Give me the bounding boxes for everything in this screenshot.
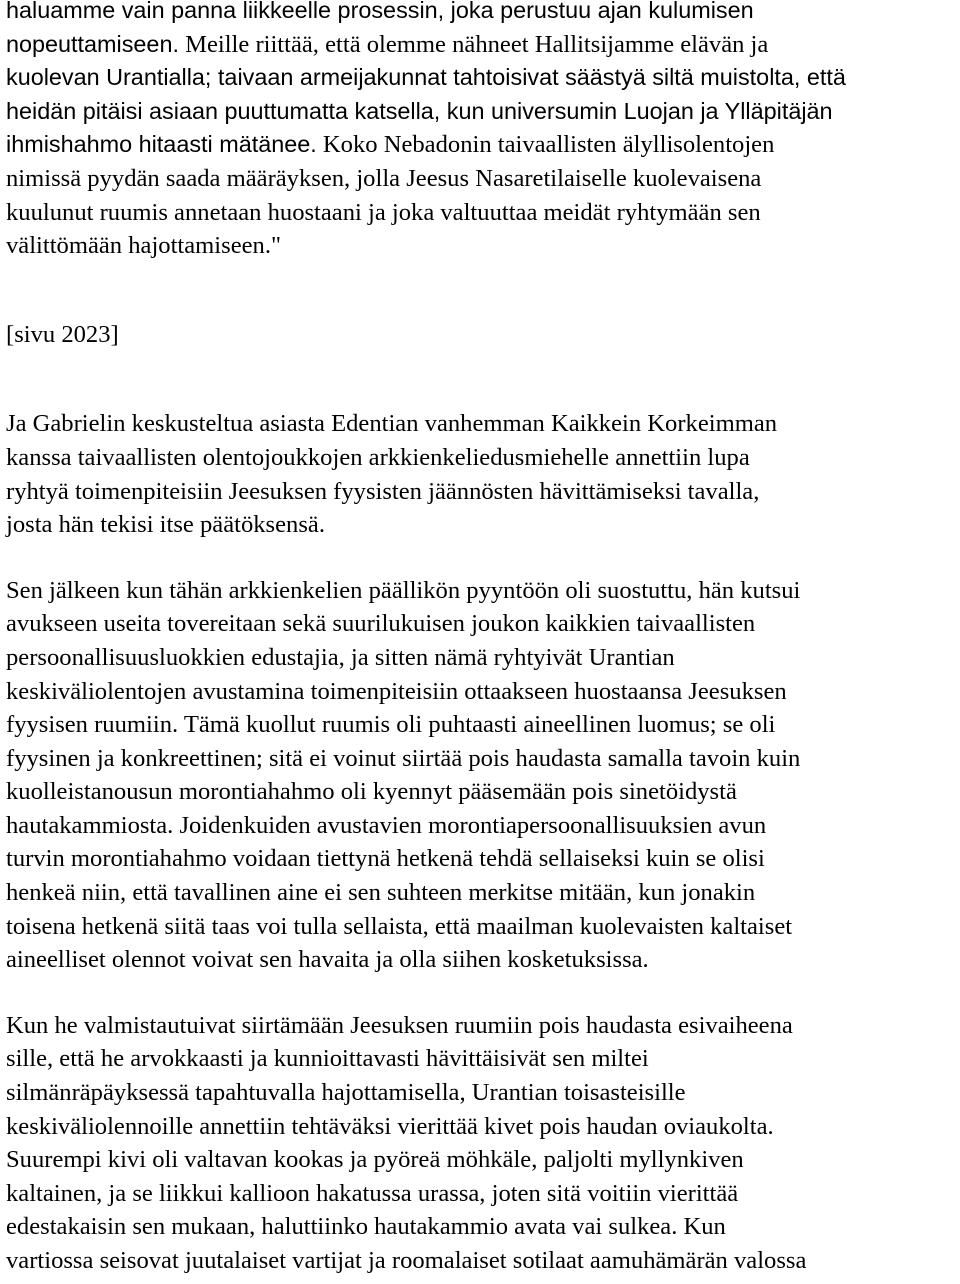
paragraph-spacer — [6, 351, 956, 407]
text-line: nimissä pyydän saada määräyksen, jolla Jeesus Nasaretilaiselle kuolevaisena — [6, 164, 762, 192]
paragraph-spacer — [6, 263, 956, 318]
text-line: turvin morontiahahmo voidaan tiettynä hetkenä tehdä sellaiseksi kuin se olisi — [6, 845, 765, 873]
paragraph — [6, 407, 956, 541]
page-number-marker: [sivu 2023] — [6, 320, 119, 348]
text-line: henkeä niin, että tavallinen aine ei sen suhteen merkitse mitään, kun jonakin — [6, 879, 756, 907]
text-line: kuolevan Urantialla; taivaan armeijakunnat tahtoisivat säästyä siltä muistolta, että — [6, 64, 846, 91]
paragraph-spacer — [6, 977, 956, 1009]
text-line: fyysinen ja konkreettinen; sitä ei voinut siirtää pois haudasta samalla tavoin kuin — [6, 744, 801, 772]
text-line: välittömään hajottamiseen." — [6, 232, 282, 260]
text-line: kaltainen, ja se liikkui kallioon hakatussa urassa, joten sitä voitiin vierittää — [6, 1179, 739, 1207]
text-line: kuulunut ruumis annetaan huostaani ja joka valtuuttaa meidät ryhtymään sen — [6, 198, 761, 226]
text-line — [6, 28, 956, 62]
text-line: josta hän tekisi itse päätöksensä. — [6, 511, 325, 539]
text-line: keskiväliolennoille annettiin tehtäväksi vierittää kivet pois haudan oviaukolta. — [6, 1112, 774, 1140]
text-line: Sen jälkeen kun tähän arkkienkelien päällikön pyyntöön oli suostuttu, hän kutsui — [6, 576, 801, 604]
continued-quote-block — [6, 0, 956, 263]
text-line: haluamme vain panna liikkeelle prosessin, joka perustuu ajan kulumisen — [6, 0, 754, 23]
text-line — [6, 128, 956, 162]
text-line: persoonallisuusluokkien edustajia, ja sitten nämä ryhtyivät Urantian — [6, 643, 675, 671]
text-line: avukseen useita tovereitaan sekä suurilukuisen joukon kaikkien taivaallisten — [6, 610, 756, 638]
page-marker — [6, 318, 956, 352]
paragraph-spacer — [6, 542, 956, 574]
text-line: silmänräpäyksessä tapahtuvalla hajottamisella, Urantian toisasteisille — [6, 1079, 686, 1107]
text-line: kanssa taivaallisten olentojoukkojen arkkienkeliedusmiehelle annettiin lupa — [6, 443, 750, 471]
text-line: heidän pitäisi asiaan puuttumatta katsella, kun universumin Luojan ja Ylläpitäjän — [6, 97, 833, 124]
text-line: vartiossa seisovat juutalaiset vartijat ja roomalaiset sotilaat aamuhämärän valossa — [6, 1247, 807, 1274]
text-line: edestakaisin sen mukaan, haluttiinko hautakammio avata vai sulkea. Kun — [6, 1213, 726, 1241]
document-page — [6, 0, 956, 1278]
text-line: keskiväliolentojen avustamina toimenpiteisiin ottaakseen huostaansa Jeesuksen — [6, 677, 787, 705]
paragraph — [6, 574, 956, 977]
text-fragment-sans: ihmishahmo hitaasti mätänee. — [6, 131, 317, 158]
text-line: Kun he valmistautuivat siirtämään Jeesuksen ruumiin pois haudasta esivaiheena — [6, 1011, 793, 1039]
text-fragment-serif: Koko Nebadonin taivaallisten älyllisolentojen — [322, 131, 775, 159]
text-line: sille, että he arvokkaasti ja kunnioittavasti hävittäisivät sen miltei — [6, 1045, 649, 1073]
text-line: ryhtyä toimenpiteisiin Jeesuksen fyysisten jäännösten hävittämiseksi tavalla, — [6, 477, 760, 505]
text-line: Ja Gabrielin keskusteltua asiasta Edentian vanhemman Kaikkein Korkeimman — [6, 410, 778, 438]
text-line: aineelliset olennot voivat sen havaita ja olla siihen kosketuksissa. — [6, 946, 649, 974]
text-line: hautakammiosta. Joidenkuiden avustavien morontiapersoonallisuuksien avun — [6, 811, 767, 839]
text-fragment-serif: Meille riittää, että olemme nähneet Hallitsijamme elävän ja — [185, 30, 769, 58]
text-line: toisena hetkenä siitä taas voi tulla sellaista, että maailman kuolevaisten kaltaiset — [6, 912, 793, 940]
text-line: Suurempi kivi oli valtavan kookas ja pyöreä möhkäle, paljolti myllynkiven — [6, 1146, 744, 1174]
paragraph — [6, 1009, 956, 1278]
text-line: kuolleistanousun morontiahahmo oli kyennyt pääsemään pois sinetöidystä — [6, 778, 737, 806]
text-line: fyysisen ruumiin. Tämä kuollut ruumis oli puhtaasti aineellinen luomus; se oli — [6, 711, 776, 739]
text-fragment-sans: nopeuttamiseen. — [6, 30, 179, 57]
